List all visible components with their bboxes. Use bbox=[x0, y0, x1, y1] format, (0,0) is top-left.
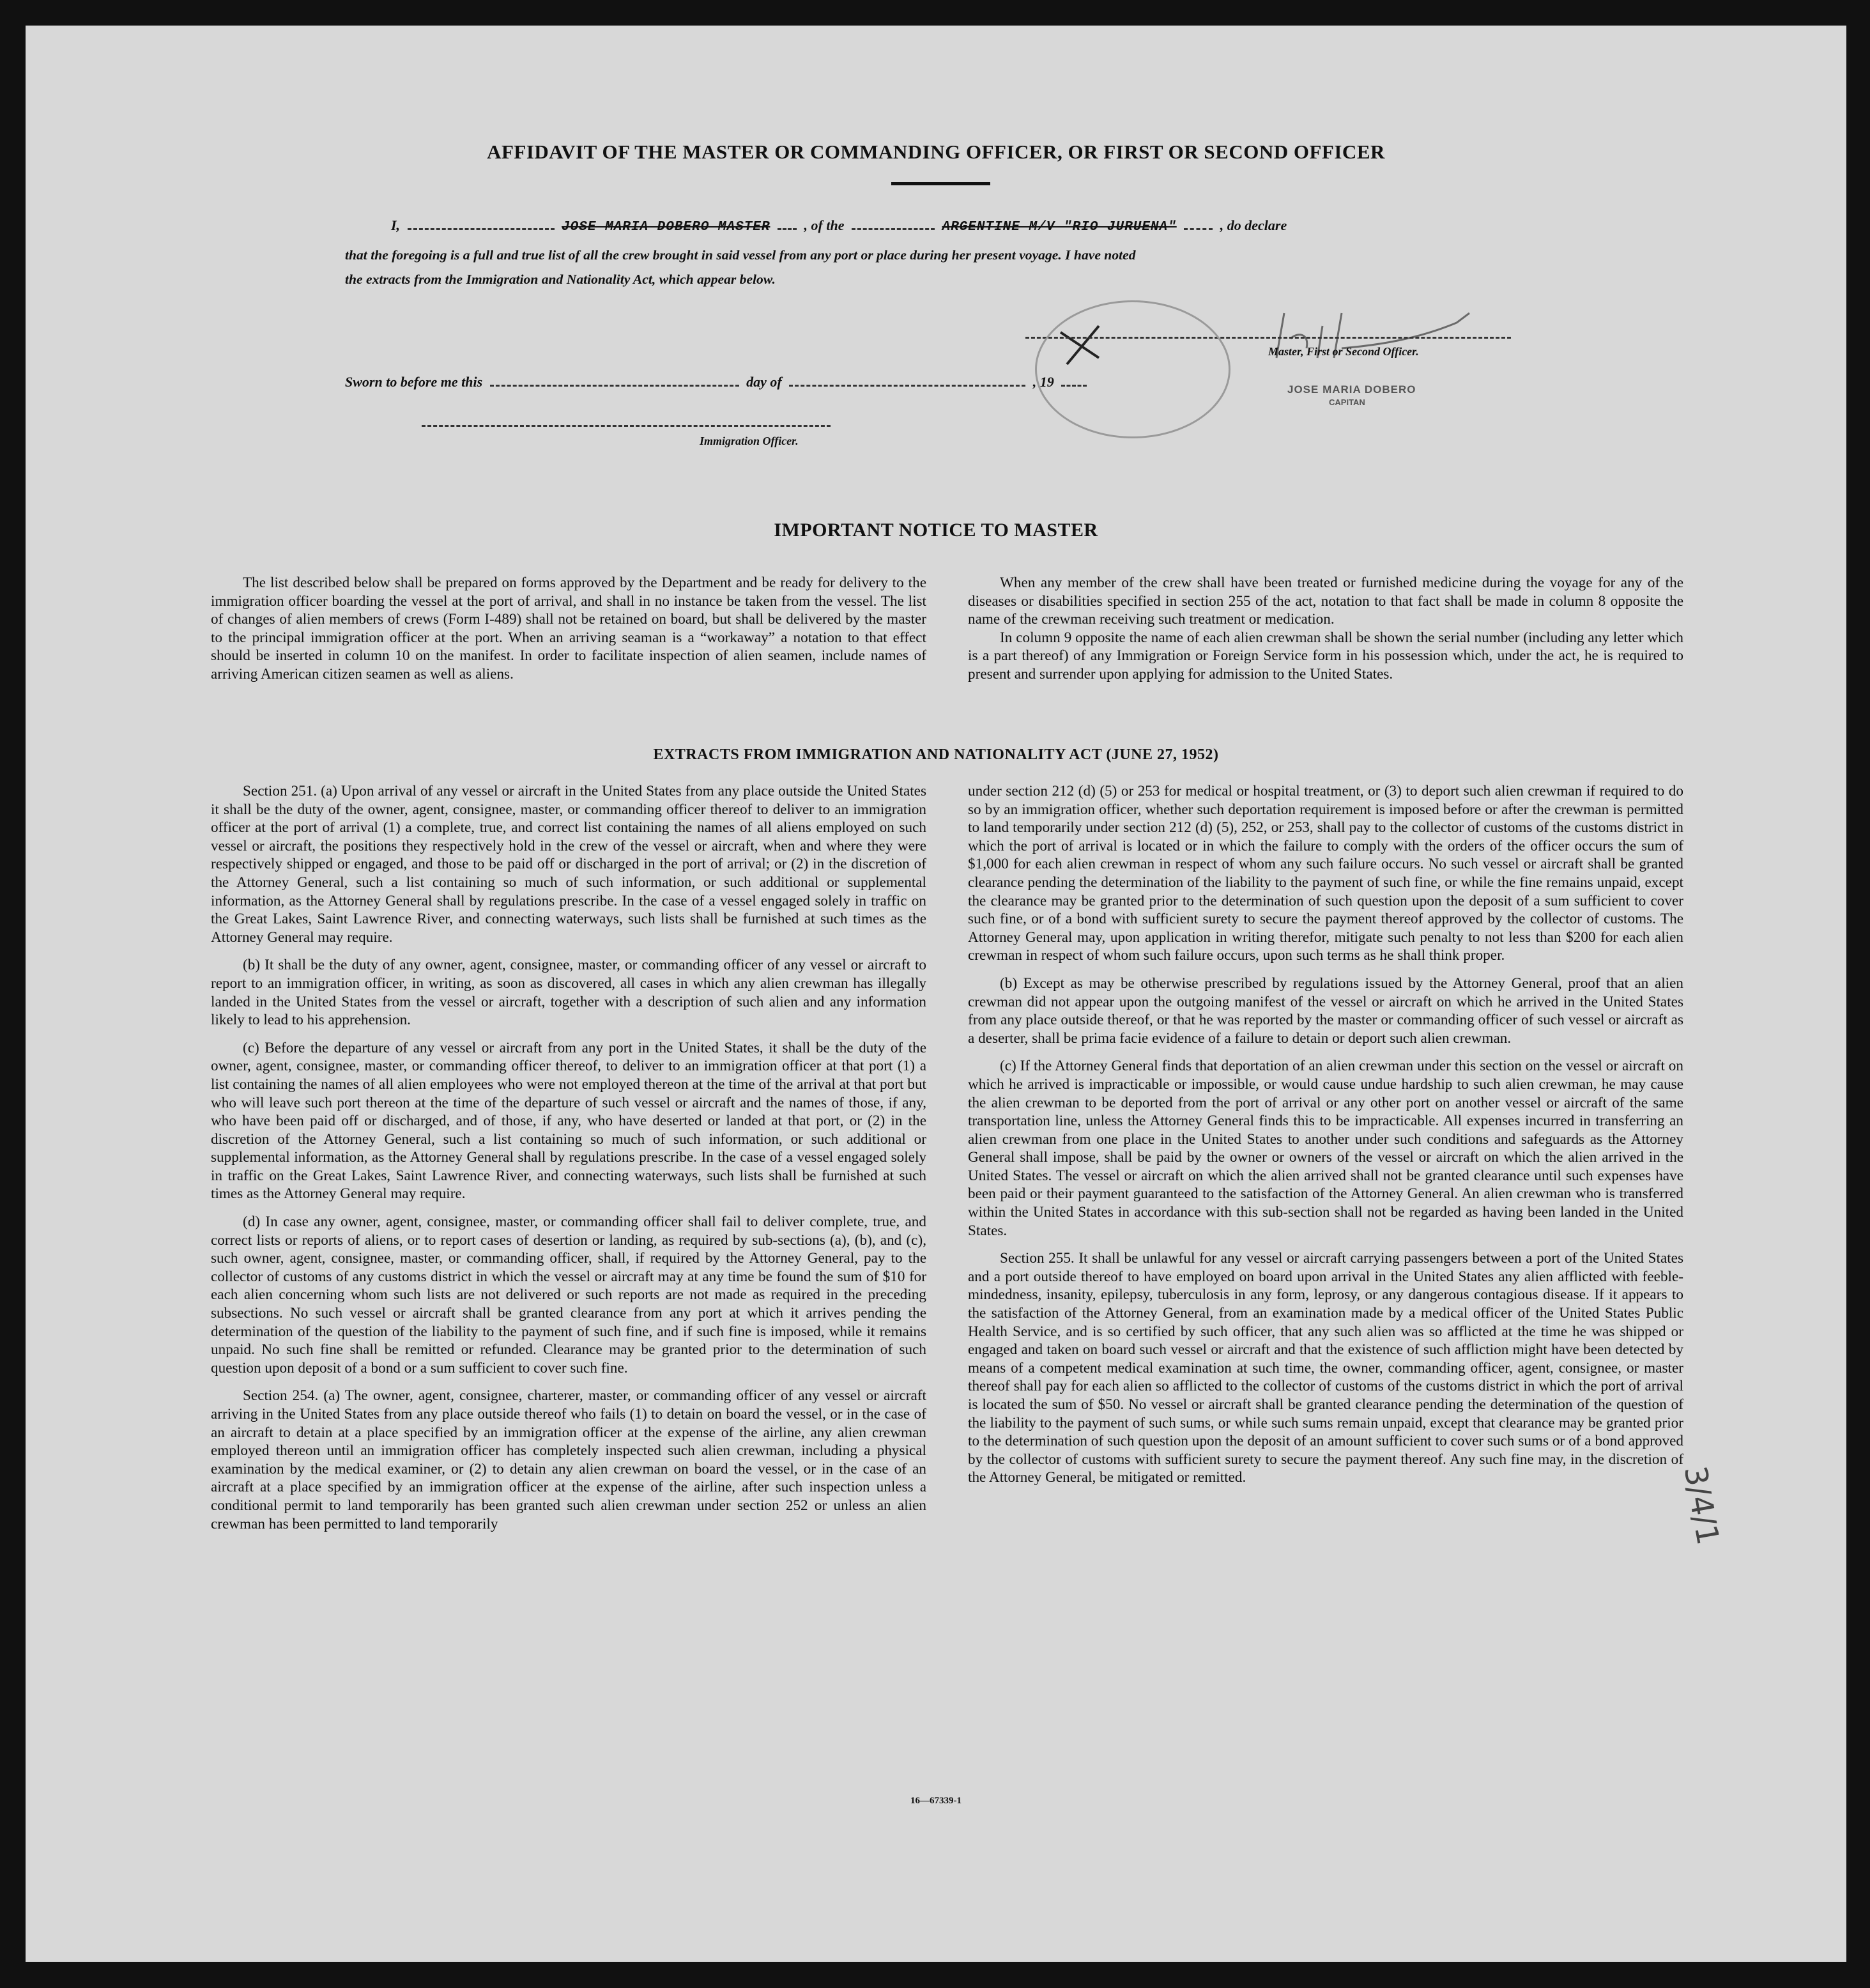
declaration-line-1 bbox=[391, 217, 1287, 235]
master-name-field: JOSE MARIA DOBERO MASTER bbox=[562, 220, 770, 235]
day-of-label: day of bbox=[746, 374, 782, 390]
declaration-line-3: the extracts from the Immigration and Nationality Act, which appear below. bbox=[345, 272, 776, 287]
section-254-a-continued: under section 212 (d) (5) or 253 for medical or hospital treatment, or (3) to deport such alien crewman if required to do so by an immigration officer, whether such deportation requirement is imposed before or after the crewman is permitted to land temporarily under section 212 (d) (5), 252, or 253, shall pay to the collector of customs of the customs district in which the port of arrival is located or in which the failure to comply with the orders of the officer occurs the sum of $1,000 for each alien crewman in respect of whom any such failure occurs. No such vessel or aircraft shall be granted clearance pending the determination of the liability to the payment of such fine, or while the fine remains unpaid, except the clearance may be granted prior to the determination of such question upon the deposit of a sum sufficient to cover such fine, or of a bond with sufficient surety to secure the payment thereof approved by the collector of customs. The Attorney General may, upon application in writing therefor, mitigate such penalty to not less than $200 for each alien crewman in respect of whom such failure occurs, upon such terms as he shall think proper. bbox=[968, 783, 1683, 964]
of-the-label: , of the bbox=[804, 217, 845, 233]
notice-right-paragraph-1: When any member of the crew shall have been treated or furnished medicine during the voyage for any of the diseases or disabilities specified in section 255 of the act, notation to that fact shall be made in column 8 opposite the name of the crewman receiving such treatment or medication. bbox=[968, 574, 1683, 628]
blank-after-vessel bbox=[1184, 227, 1213, 230]
officer-label: Immigration Officer. bbox=[700, 435, 799, 447]
section-251-d: (d) In case any owner, agent, consignee, master, or commanding officer shall fail to deliver complete, true, and correct lists or reports of aliens, or to report cases of desertion or landing, as required by sub-sections (a), (b), and (c), such owner, agent, consignee, master, or commanding officer, shall, if required by the Attorney General, pay to the collector of customs of any customs district in which the vessel or aircraft may at any time be found the sum of $10 for each alien concerning whom such lists are not delivered or such reports are not made as required in the preceding subsections. No such vessel or aircraft shall be granted clearance from any port at which it arrives pending the determination of the question of the liability to the payment of such fine, and if such fine is imposed, while it remains unpaid. No such fine shall be remitted or refunded. Clearance may be granted prior to the determination of such question upon deposit of a bond or a sum sufficient to cover such fine. bbox=[211, 1214, 926, 1376]
section-251-c: (c) Before the departure of any vessel or aircraft from any port in the United States, it shall be the duty of the owner, agent, consignee, master, or commanding officer thereof, to deliver to an immigration officer at that port (1) a list containing the names of all alien employees who were not employed thereon at the time of the arrival at that port but who will leave such port thereon at the time of the departure of such vessel or aircraft and the names of those, if any, who have been paid off or discharged, and of those, if any, who have deserted or landed at that port, or (2) in the discretion of the Attorney General, such a list containing so much of such information, or such additional or supplemental information, as the Attorney General shall by regulations prescribe. In the case of a vessel engaged solely in traffic on the Great Lakes, Saint Lawrence River, and connecting waterways, such lists shall be furnished at such times as the Attorney General may require. bbox=[211, 1039, 926, 1203]
blank-before-vessel bbox=[852, 227, 935, 230]
title-rule bbox=[891, 182, 990, 185]
notice-title: IMPORTANT NOTICE TO MASTER bbox=[774, 520, 1098, 541]
notice-right-paragraph-2: In column 9 opposite the name of each alien crewman shall be shown the serial number (including any letter which is a part thereof) of any Immigration or Foreign Service form in his possession which, under the act, he is required to present and surrender upon applying for admission to the United States. bbox=[968, 629, 1683, 682]
section-255: Section 255. It shall be unlawful for any vessel or aircraft carrying passengers between a port of the United States and a port outside thereof to have employed on board upon arrival in the United States any alien afflicted with feeble-mindedness, insanity, epilepsy, tuberculosis in any form, leprosy, or any dangerous contagious disease. If it appears to the satisfaction of the Attorney General, from an examination made by a medical officer of the United States Public Health Service, and is so certified by such officer, that any such alien was so afflicted at the time he was shipped or engaged and taken on board such vessel or aircraft and that the existence of such affliction might have been detected by means of a competent medical examination at such time, the owner, commanding officer, agent, consignee, or master thereof shall pay for each alien so afflicted to the collector of customs of the customs district in which the port of arrival is located the sum of $50. No vessel or aircraft shall be granted clearance pending the determination of the question of the liability to the payment of such sums, or while such sums remain unpaid, except that clearance may be granted prior to the determination of such question upon the deposit of an amount sufficient to cover such sums or of a bond approved by the collector of customs with sufficient surety to secure the payment thereof. Any such fine may, in the discretion of the Attorney General, be mitigated or remitted. bbox=[968, 1250, 1683, 1486]
notice-left-paragraph: The list described below shall be prepared on forms approved by the Department and be ready for delivery to the immigration officer boarding the vessel at the port of arrival, and shall in no instance be taken from the vessel. The list of changes of alien members of crews (Form I-489) shall not be retained on board, but shall be delivered by the master to the principal immigration officer at the port. When an arriving seaman is a “workaway” a notation to that effect should be inserted in column 10 on the manifest. In order to facilitate inspection of alien seamen, include names of arriving American citizen seamen as well as aliens. bbox=[211, 574, 926, 682]
handwritten-margin-note: 3/4/1 bbox=[1676, 1463, 1726, 1548]
do-declare-label: , do declare bbox=[1220, 217, 1287, 233]
declaration-i: I, bbox=[391, 217, 401, 233]
sworn-blank bbox=[490, 384, 739, 387]
extracts-title: EXTRACTS FROM IMMIGRATION AND NATIONALITY ACT (JUNE 27, 1952) bbox=[653, 746, 1219, 763]
sworn-line bbox=[345, 374, 1091, 390]
vessel-name-field: ARGENTINE M/V "RIO JURUENA" bbox=[942, 220, 1177, 235]
section-251-b: (b) It shall be the duty of any owner, agent, consignee, master, or commanding officer of any vessel or aircraft to report to an immigration officer, in writing, as soon as discovered, all cases in which any alien crewman has illegally landed in the United States from the vessel or aircraft, together with a description of such alien and any information likely to lead to his apprehension. bbox=[211, 957, 926, 1029]
section-254-c: (c) If the Attorney General finds that deportation of an alien crewman under this section on the vessel or aircraft on which he arrived is impracticable or impossible, or would cause undue hardship to such alien crewman, he may cause the alien crewman to be deported from the port of arrival or any other port on another vessel or aircraft of the same transportation line, unless the Attorney General finds this to be impracticable. All expenses incurred in transferring an alien crewman from one place in the United States to another under such conditions and safeguards as the Attorney General shall impose, shall be paid by the owner or owners of the vessel or aircraft on which the alien arrived in the United States. The vessel or aircraft on which the alien arrived shall not be granted clearance until such expenses have been paid or their payment guaranteed to the satisfaction of the Attorney General. An alien crewman who is transferred within the United States in accordance with this sub-section shall not be regarded as having been landed in the United States. bbox=[968, 1058, 1683, 1239]
stamp-name: JOSE MARIA DOBERO bbox=[1287, 383, 1416, 396]
extracts-left-column bbox=[211, 782, 926, 1543]
year-label: , 19 bbox=[1032, 374, 1054, 390]
sworn-label: Sworn to before me this bbox=[345, 374, 483, 390]
notice-left-column bbox=[211, 574, 926, 693]
affidavit-title: AFFIDAVIT OF THE MASTER OR COMMANDING OFFICER, OR FIRST OR SECOND OFFICER bbox=[487, 141, 1385, 163]
extracts-right-column bbox=[968, 782, 1683, 1497]
declaration-line-2: that the foregoing is a full and true list of all the crew brought in said vessel from any port or place during her present voyage. I have noted bbox=[345, 247, 1136, 263]
form-code: 16—67339-1 bbox=[910, 1796, 962, 1806]
stamp-title: CAPITAN bbox=[1329, 397, 1365, 407]
blank-before-name bbox=[408, 227, 555, 230]
officer-signature-line bbox=[422, 425, 831, 427]
document-page bbox=[26, 26, 1846, 1962]
section-254-a: Section 254. (a) The owner, agent, consignee, charterer, master, or commanding officer of any vessel or aircraft arriving in the United States from any place outside thereof who fails (1) to detain on board the vessel, or in the case of an aircraft to detain at a place specified by an immigration officer at the expense of the airline, any alien crewman employed thereon until an immigration officer has completely inspected such alien crewman, including a physical examination by the medical examiner, or (2) to detain any alien crewman on board the vessel, or in the case of an aircraft at a place specified by an immigration officer at the expense of the airline, after such inspection unless a conditional permit to land temporarily has been granted such alien crewman under section 252 or unless an alien crewman has been permitted to land temporarily bbox=[211, 1387, 926, 1532]
year-blank bbox=[1061, 384, 1087, 387]
consulate-seal bbox=[1032, 300, 1230, 438]
section-254-b: (b) Except as may be otherwise prescribed by regulations issued by the Attorney General, proof that an alien crewman did not appear upon the outgoing manifest of the vessel or aircraft on which he arrived in the United States from any place outside thereof, or that he was reported by the master or commanding officer of such vessel or aircraft as a deserter, shall be prima facie evidence of a failure to detain or deport such alien crewman. bbox=[968, 975, 1683, 1047]
section-251-a: Section 251. (a) Upon arrival of any vessel or aircraft in the United States from any place outside the United States it shall be the duty of the owner, agent, consignee, master, or commanding officer thereof to deliver to an immigration officer at the port of arrival (1) a complete, true, and correct list containing the names of all aliens employed on such vessel or aircraft, the positions they respectively hold in the crew of the vessel or aircraft, when and where they were respectively shipped or engaged, and those to be paid off or discharged in the port of arrival; or (2) in the discretion of the Attorney General, such a list containing so much of such information, or such additional or supplemental information, as the Attorney General shall by regulations prescribe. In the case of a vessel engaged solely in traffic on the Great Lakes, Saint Lawrence River, and connecting waterways, such lists shall be furnished at such times as the Attorney General may require. bbox=[211, 783, 926, 946]
blank-after-name bbox=[778, 227, 797, 230]
signature-label: Master, First or Second Officer. bbox=[1268, 345, 1419, 358]
month-blank bbox=[789, 384, 1025, 387]
notice-right-column bbox=[968, 574, 1683, 693]
